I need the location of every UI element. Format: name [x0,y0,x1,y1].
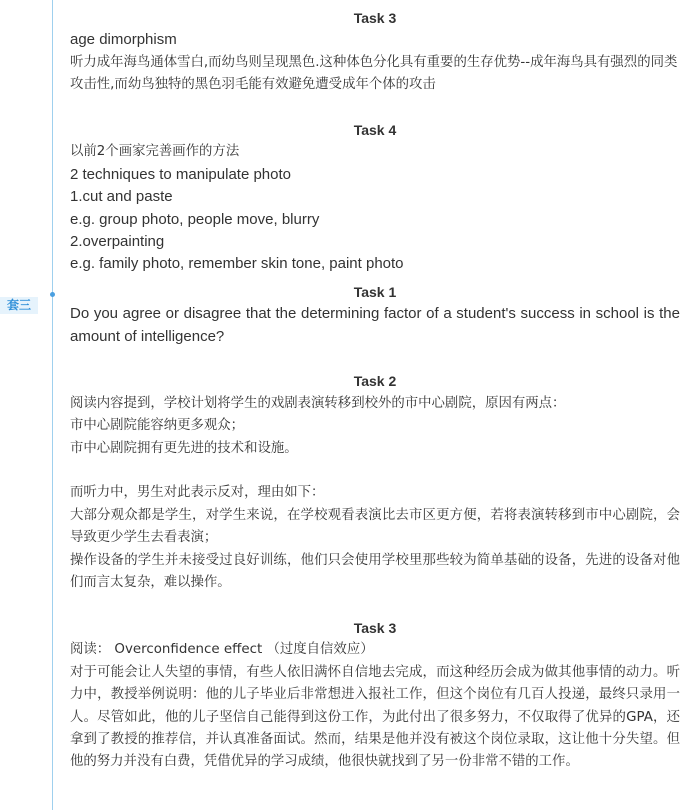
text-line: Do you agree or disagree that the determining factor of a student's success in school is the amount of intelligence? [70,305,680,345]
task-section [70,281,680,348]
text-line: 市中心剧院能容纳更多观众； [70,418,245,434]
text-line: 1.cut and paste [70,188,173,206]
text-line: 阅读内容提到，学校计划将学生的戏剧表演转移到校外的市中心剧院，原因有两点： [70,395,566,411]
content-area [70,0,680,774]
task-title: Task 4 [353,122,397,139]
task-title: Task 2 [353,373,397,390]
timeline-dot [50,292,55,297]
text-line: e.g. family photo, remember skin tone, paint photo [70,255,404,273]
task-section [70,0,680,97]
text-line: age dimorphism [70,31,177,49]
task-title: Task 3 [353,619,397,636]
task-section [70,370,680,594]
task-section [70,119,680,276]
task-title: Task 3 [353,10,397,26]
text-line: 操作设备的学生并未接受过良好训练，他们只会使用学校里那些较为简单基础的设备，先进的设备对他们而言太复杂，难以操作。 [70,552,680,591]
text-line: 2 techniques to manipulate photo [70,165,291,183]
timeline-line [52,0,53,810]
task-section [70,617,680,774]
spacer [70,348,680,370]
spacer [70,595,680,617]
text-line: 阅读： Overconfidence effect （过度自信效应） [70,642,374,658]
spacer [70,97,680,119]
text-line: 以前2个画家完善画作的方法 [70,144,240,160]
text-line: 对于可能会让人失望的事情，有些人依旧满怀自信地去完成，而这种经历会成为做其他事情的动力。听力中，教授举例说明：他的儿子毕业后非常想进入报社工作，但这个岗位有几百人投递，最终只录用一人。尽管如此，他的儿子坚信自己能得到这份工作，为此付出了很多努力，不仅取得了优异的GPA，还拿到了教授的推荐信，并认真准备面试。然而，结果是他并没有被这个岗位录取，这让他十分失望。但他的努力并没有白费，凭借优异的学习成绩，他很快就找到了另一份非常不错的工作。 [70,664,680,770]
task-title: Task 1 [353,283,397,300]
text-line: 而听力中，男生对此表示反对，理由如下： [70,485,325,501]
text-line: 大部分观众都是学生，对学生来说，在学校观看表演比去市区更方便，若将表演转移到市中心剧院，会导致更少学生去看表演； [70,507,680,546]
timeline-tag: 套三 [0,297,38,314]
text-line: e.g. group photo, people move, blurry [70,210,320,228]
text-line: 2.overpainting [70,233,165,251]
spacer [70,460,680,482]
text-line: 市中心剧院拥有更先进的技术和设施。 [70,440,298,456]
text-line: 听力成年海鸟通体雪白,而幼鸟则呈现黑色.这种体色分化具有重要的生存优势--成年海鸟具有强烈的同类攻击性,而幼鸟独特的黑色羽毛能有效避免遭受成年个体的攻击 [70,54,678,93]
